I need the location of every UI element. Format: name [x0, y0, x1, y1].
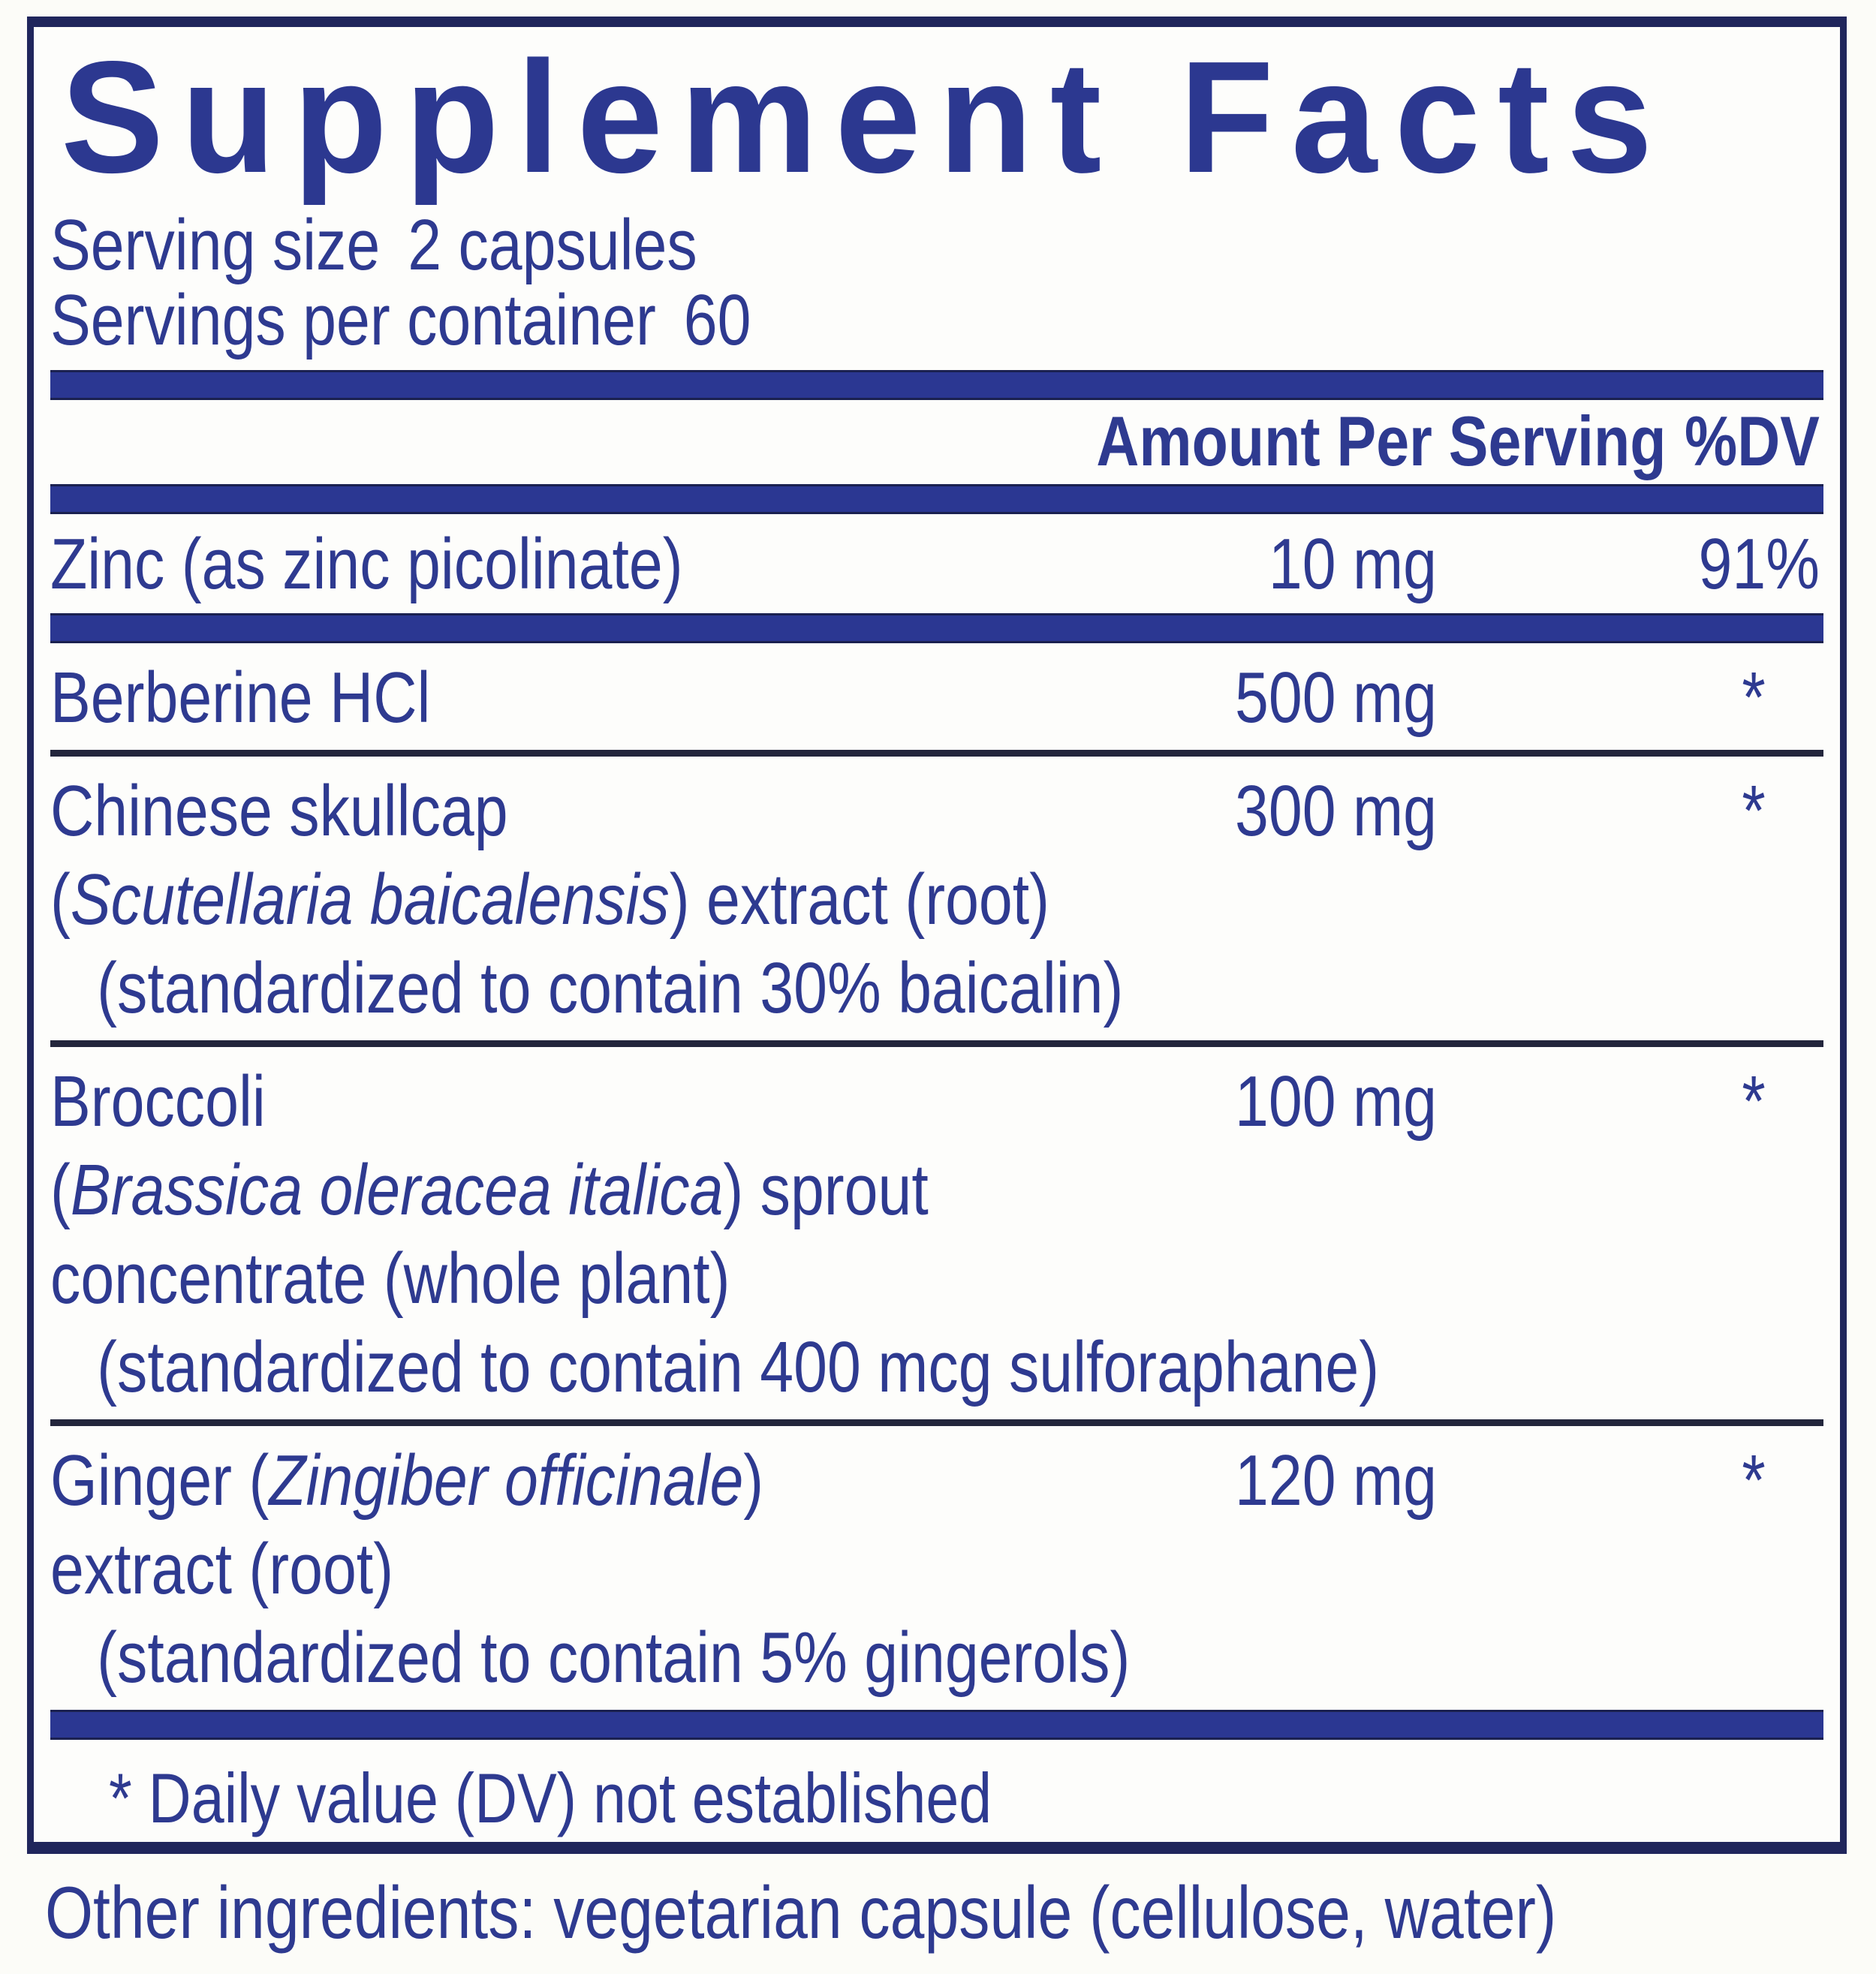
separator-rule-skullcap [50, 1040, 1823, 1047]
supplement-facts-panel [27, 17, 1847, 1854]
ingredient-botanical-line: (Scutellaria baicalensis) extract (root) [50, 859, 1050, 940]
servings-per-container-value: 60 [683, 280, 751, 360]
ingredient-row-berberine [50, 643, 1823, 750]
botanical-name: Scutellaria baicalensis [70, 859, 670, 940]
serving-size-value: 2 capsules [408, 205, 697, 285]
separator-rule-berberine [50, 750, 1823, 757]
ingredient-dv-asterisk: * [1742, 771, 1766, 851]
ingredient-standardization-line: (standardized to contain 5% gingerols) [97, 1617, 1131, 1698]
ingredient-dv-asterisk: * [1742, 1061, 1766, 1142]
ingredient-name: Zinc (as zinc picolinate) [50, 524, 683, 604]
ingredient-amount: 10 mg [1268, 524, 1437, 604]
ingredient-dv: 91% [1698, 524, 1820, 604]
servings-per-container-label: Servings per container [50, 280, 656, 360]
ingredient-name: Broccoli [50, 1061, 266, 1142]
daily-value-footnote: * Daily value (DV) not established [109, 1759, 992, 1837]
ingredient-name: Berberine HCl [50, 657, 431, 738]
ingredient-description-line: concentrate (whole plant) [50, 1238, 730, 1319]
ingredient-botanical-line: (Brassica oleracea italica) sprout [50, 1150, 929, 1230]
panel-title: Supplement Facts [61, 28, 1670, 206]
separator-bar-header [50, 484, 1823, 514]
serving-size-label: Serving size [50, 205, 381, 285]
ingredient-dv-asterisk: * [1742, 1440, 1766, 1521]
ingredient-row-broccoli [50, 1047, 1823, 1419]
botanical-name: Zingiber officinale [269, 1440, 744, 1521]
botanical-name: Brassica oleracea italica [70, 1150, 724, 1230]
separator-rule-broccoli [50, 1419, 1823, 1426]
serving-size-line [50, 205, 1823, 285]
separator-bar-top [50, 370, 1823, 400]
separator-bar-bottom [50, 1710, 1823, 1740]
ingredient-amount: 500 mg [1235, 657, 1437, 738]
ingredient-amount: 100 mg [1235, 1061, 1437, 1142]
ingredient-amount: 120 mg [1235, 1440, 1437, 1521]
ingredient-description-line: extract (root) [50, 1529, 394, 1609]
other-ingredients-line: Other ingredients: vegetarian capsule (cellulose, water) [45, 1871, 1557, 1954]
ingredient-standardization-line: (standardized to contain 30% baicalin) [97, 948, 1124, 1028]
ingredient-row-chinese-skullcap [50, 757, 1823, 1040]
ingredient-row-ginger [50, 1426, 1823, 1710]
ingredient-row-zinc [50, 514, 1823, 613]
ingredient-name: Chinese skullcap [50, 771, 508, 851]
ingredient-amount: 300 mg [1235, 771, 1437, 851]
header-percent-dv: %DV [1685, 402, 1820, 480]
table-header-row [50, 400, 1823, 484]
header-amount-per-serving: Amount Per Serving [1096, 402, 1667, 480]
separator-bar-zinc [50, 613, 1823, 643]
ingredient-dv-asterisk: * [1742, 657, 1766, 738]
servings-per-container-line [50, 280, 1823, 360]
ingredient-name: Ginger (Zingiber officinale) [50, 1440, 764, 1521]
ingredient-standardization-line: (standardized to contain 400 mcg sulforaphane) [97, 1327, 1380, 1407]
